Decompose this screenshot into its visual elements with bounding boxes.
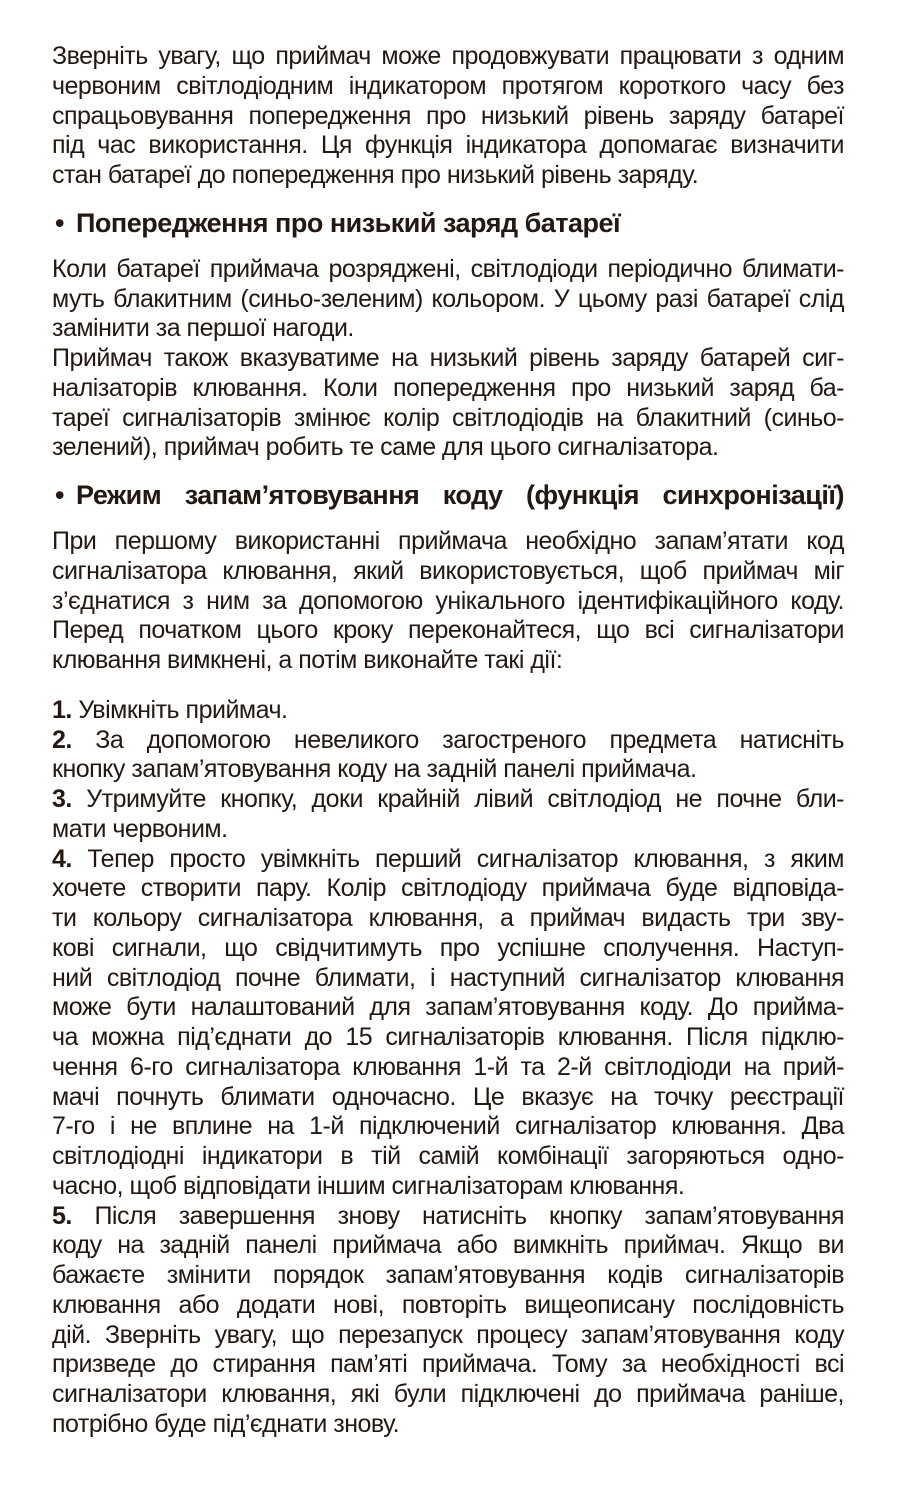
step-number: 2.: [52, 725, 72, 754]
step-text: Тепер просто увімкніть перший сигналізатор клювання, з яким: [87, 844, 844, 873]
text-line: мачі почнуть блимати одночасно. Це вказує на точку реєстрації: [52, 1082, 844, 1111]
step-continuation: [52, 815, 844, 845]
text-line: ти кольору сигналізатора клювання, а приймач видасть три зву-: [52, 904, 844, 932]
text-line: часно, щоб відповідати іншим сигналізаторам клювання.: [52, 1171, 685, 1200]
text-line: з’єднатися з ним за допомогою унікального ідентифікаційного коду.: [52, 586, 844, 615]
section-heading-low-battery-warning: [52, 205, 844, 241]
text-line: При першому використанні приймача необхідно запам’ятати код: [52, 527, 844, 555]
step-text: Увімкніть приймач.: [78, 695, 288, 724]
intro-paragraph: [52, 42, 844, 191]
step-number: 4.: [52, 844, 72, 873]
steps-list: [52, 696, 844, 1440]
step-text: За допомогою невеликого загостреного предмета натисніть: [95, 725, 845, 754]
text-line: потрібно буде під’єднати знову.: [52, 1409, 400, 1438]
section-title: Попередження про низький заряд батареї: [76, 207, 621, 238]
text-line: кові сигнали, що свідчитимуть про успішне сполучення. Наступ-: [52, 933, 844, 962]
step-continuation: [52, 1231, 844, 1439]
text-line: сигналізатори клювання, які були підключені до приймача раніше,: [52, 1380, 844, 1408]
bullet-icon: •: [55, 207, 64, 238]
text-line: муть блакитним (синьо-зеленим) кольором. У цьому разі батареї слід: [52, 284, 844, 313]
text-line: чення 6-го сигналізатора клювання 1-й та 2-й світлодіоди на прий-: [52, 1052, 844, 1081]
text-line: 7-го і не вплине на 1-й підключений сигналізатор клювання. Два: [52, 1112, 844, 1141]
paragraph: [52, 527, 844, 676]
text-line: тареї сигналізаторів змінює колір світлодіодів на блакитний (синьо-: [52, 403, 844, 432]
step-first-line: [52, 785, 844, 815]
text-line: бажаєте змінити порядок запам’ятовування кодів сигналізаторів: [52, 1261, 844, 1289]
step-first-line: [52, 845, 844, 875]
text-line: ча можна під’єднати до 15 сигналізаторів клювання. Після підклю-: [52, 1023, 844, 1051]
text-line: клювання вимкнені, а потім виконайте такі дії:: [52, 646, 563, 674]
step-text: Утримуйте кнопку, доки крайній лівий світлодіод не почне бли-: [86, 785, 844, 813]
text-line: стан батареї до попередження про низький рівень заряду.: [52, 161, 699, 189]
text-line: хочете створити пару. Колір світлодіоду приймача буде відповіда-: [52, 874, 844, 903]
step-continuation: [52, 874, 844, 1201]
step-text: Після завершення знову натисніть кнопку запам’ятовування: [94, 1201, 844, 1230]
text-line: сигналізатора клювання, який використовується, щоб приймач міг: [52, 556, 844, 585]
paragraph: [52, 344, 844, 463]
step-item-5: [52, 1202, 844, 1440]
step-item-3: [52, 785, 844, 845]
step-number: 3.: [52, 785, 72, 813]
step-first-line: [52, 1202, 844, 1232]
text-line: червоним світлодіодним індикатором протягом короткого часу без: [52, 71, 844, 100]
step-first-line: [52, 726, 844, 756]
text-line: налізаторів клювання. Коли попередження про низький заряд ба-: [52, 373, 844, 402]
step-continuation: [52, 755, 844, 785]
step-number: 5.: [52, 1201, 72, 1230]
text-line: спрацьовування попередження про низький рівень заряду батареї: [52, 101, 844, 130]
text-line: коду на задній панелі приймача або вимкніть приймач. Якщо ви: [52, 1231, 844, 1260]
text-line: клювання або додати нові, повторіть вищеописану послідовність: [52, 1290, 844, 1319]
section-title: Режим запам’ятовування коду (функція синхронізації): [76, 480, 844, 510]
step-item-1: [52, 696, 844, 726]
bullet-icon: •: [55, 480, 64, 510]
step-item-2: [52, 726, 844, 786]
text-line: Зверніть увагу, що приймач може продовжувати працювати з одним: [52, 42, 844, 70]
text-line: світлодіодні індикатори в тій самій комбінації загоряються одно-: [52, 1142, 844, 1170]
step-item-4: [52, 845, 844, 1202]
text-line: Перед початком цього кроку переконайтеся, що всі сигналізатори: [52, 616, 844, 645]
section-heading-code-memory-mode: [52, 477, 844, 513]
text-line: замінити за першої нагоди.: [52, 314, 354, 343]
text-line: ний світлодіод почне блимати, і наступний сигналізатор клювання: [52, 963, 844, 992]
text-line: Коли батареї приймача розряджені, світлодіоди періодично блимати-: [52, 254, 844, 283]
text-line: може бути налаштований для запам’ятовування коду. До прийма-: [52, 993, 844, 1022]
text-line: під час використання. Ця функція індикатора допомагає визначити: [52, 131, 844, 160]
text-line: Приймач також вказуватиме на низький рівень заряду батарей сиг-: [52, 344, 844, 372]
paragraph: [52, 255, 844, 344]
step-number: 1.: [52, 695, 72, 724]
text-line: зелений), приймач робить те саме для цього сигналізатора.: [52, 433, 719, 462]
step-first-line: [52, 696, 844, 726]
text-line: призведе до стирання пам’яті приймача. Тому за необхідності всі: [52, 1350, 844, 1379]
text-line: мати червоним.: [52, 814, 228, 843]
text-line: кнопку запам’ятовування коду на задній панелі приймача.: [52, 755, 697, 784]
text-line: дій. Зверніть увагу, що перезапуск процесу запам’ятовування коду: [52, 1320, 844, 1349]
